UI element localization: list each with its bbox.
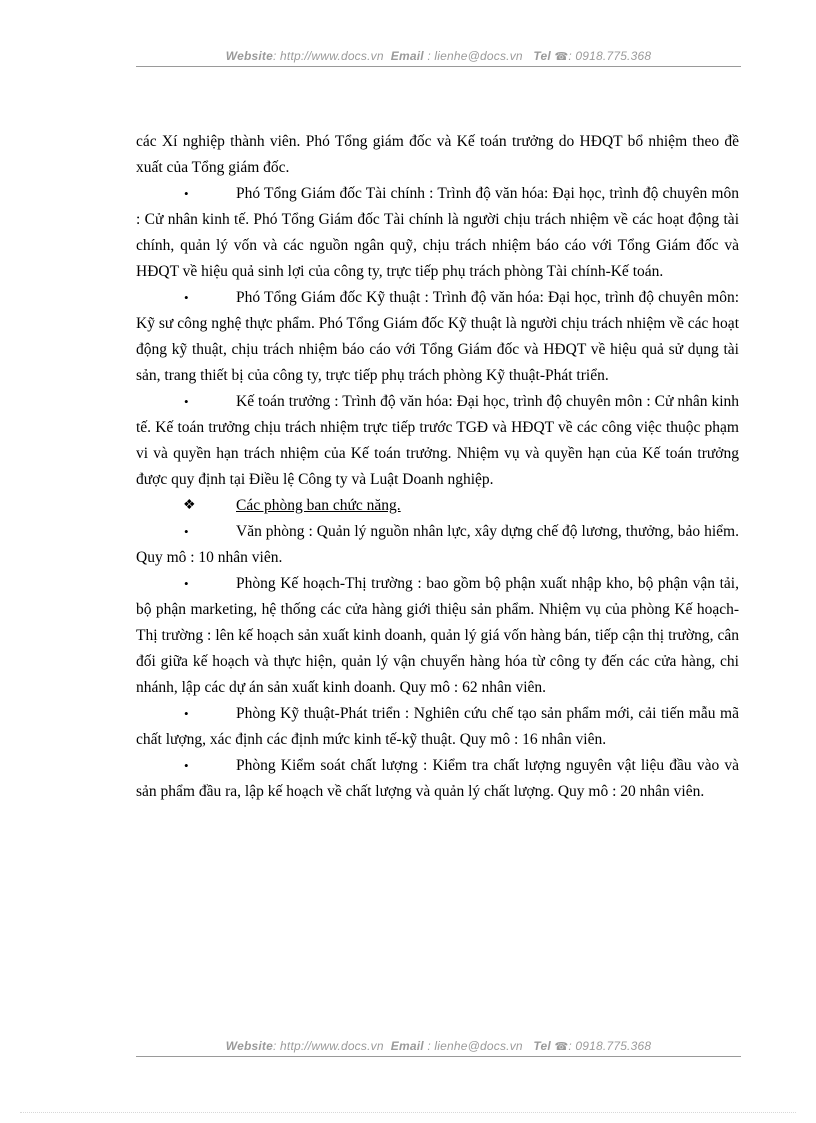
website-value: : http://www.docs.vn (272, 1039, 384, 1053)
tel-label: Tel (533, 49, 551, 63)
section-heading (136, 493, 739, 519)
website-label: Website (225, 1039, 273, 1053)
bullet-icon: • (184, 758, 189, 773)
footer-rule (136, 1056, 741, 1057)
website-label: Website (225, 49, 273, 63)
list-item (136, 181, 739, 285)
website-value: : http://www.docs.vn (272, 49, 384, 63)
list-item-text: Phó Tổng Giám đốc Tài chính : Trình độ văn hóa: Đại học, trình độ chuyên môn : Cử nhân kinh tế. Phó Tổng Giám đốc Tài chính là người chịu trách nhiệm về các hoạt động tài chính, quản lý vốn và các nguồn ngân quỹ, chịu trách nhiệm báo cáo với Tổng Giám đốc và HĐQT về hiệu quả sinh lợi của công ty, trực tiếp phụ trách phòng Tài chính-Kế toán. (136, 185, 739, 280)
list-item-text: Phòng Kỹ thuật-Phát triển : Nghiên cứu chế tạo sản phẩm mới, cải tiến mẫu mã chất lượng, xác định các định mức kinh tế-kỹ thuật. Quy mô : 16 nhân viên. (136, 705, 739, 748)
page-header (136, 49, 741, 63)
list-item (136, 519, 739, 571)
list-item (136, 753, 739, 805)
phone-icon: ☎ (554, 1041, 569, 1053)
bullet-icon: • (184, 576, 189, 591)
phone-icon: ☎ (554, 51, 569, 63)
tel-value: : 0918.775.368 (568, 1039, 652, 1053)
list-item (136, 389, 739, 493)
bullet-icon: • (184, 394, 189, 409)
list-item-text: Phòng Kế hoạch-Thị trường : bao gồm bộ phận xuất nhập kho, bộ phận vận tải, bộ phận marketing, hệ thống các cửa hàng giới thiệu sản phẩm. Nhiệm vụ của phòng Kế hoạch-Thị trường : lên kế hoạch sản xuất kinh doanh, quản lý giá vốn hàng bán, tiếp cận thị trường, cân đối giữa kế hoạch và thực hiện, quản lý vận chuyển hàng hóa từ công ty đến các cửa hàng, chi nhánh, lập các dự án sản xuất kinh doanh. Quy mô : 62 nhân viên. (136, 575, 739, 696)
paragraph-intro: các Xí nghiệp thành viên. Phó Tổng giám đốc và Kế toán trưởng do HĐQT bổ nhiệm theo đề xuất của Tổng giám đốc. (136, 133, 739, 176)
bullet-icon: • (184, 186, 189, 201)
tel-value: : 0918.775.368 (568, 49, 652, 63)
list-item (136, 571, 739, 701)
list-item-text: Phòng Kiểm soát chất lượng : Kiểm tra chất lượng nguyên vật liệu đầu vào và sản phẩm đầu ra, lập kế hoạch về chất lượng và quản lý chất lượng. Quy mô : 20 nhân viên. (136, 757, 739, 800)
section-heading-text: Các phòng ban chức năng. (236, 497, 401, 514)
list-item-text: Văn phòng : Quản lý nguồn nhân lực, xây dựng chế độ lương, thưởng, bảo hiểm. Quy mô : 10 nhân viên. (136, 523, 739, 566)
page-edge-divider (20, 1112, 796, 1113)
list-item-text: Phó Tổng Giám đốc Kỹ thuật : Trình độ văn hóa: Đại học, trình độ chuyên môn: Kỹ sư công nghệ thực phẩm. Phó Tổng Giám đốc Kỹ thuật là người chịu trách nhiệm về các hoạt động kỹ thuật, chịu trách nhiệm báo cáo với Tổng Giám đốc và HĐQT về hiệu quả sử dụng tài sản, trang thiết bị của công ty, trực tiếp phụ trách phòng Kỹ thuật-Phát triển. (136, 289, 739, 384)
diamond-bullet-icon: ❖ (183, 498, 196, 513)
bullet-icon: • (184, 524, 189, 539)
list-item (136, 701, 739, 753)
bullet-icon: • (184, 290, 189, 305)
list-item (136, 285, 739, 389)
list-item-text: Kế toán trưởng : Trình độ văn hóa: Đại học, trình độ chuyên môn : Cử nhân kinh tế. Kế toán trưởng chịu trách nhiệm trực tiếp trước TGĐ và HĐQT về các công việc thuộc phạm vi và quyền hạn trách nhiệm của Kế toán trưởng. Nhiệm vụ và quyền hạn của Kế toán trưởng được quy định tại Điều lệ Công ty và Luật Doanh nghiệp. (136, 393, 739, 488)
tel-label: Tel (533, 1039, 551, 1053)
email-label: Email (390, 1039, 424, 1053)
bullet-icon: • (184, 706, 189, 721)
email-label: Email (390, 49, 424, 63)
email-value: : lienhe@docs.vn (427, 1039, 523, 1053)
header-rule (136, 66, 741, 67)
email-value: : lienhe@docs.vn (427, 49, 523, 63)
page-footer (136, 1039, 741, 1053)
document-body (136, 129, 739, 805)
